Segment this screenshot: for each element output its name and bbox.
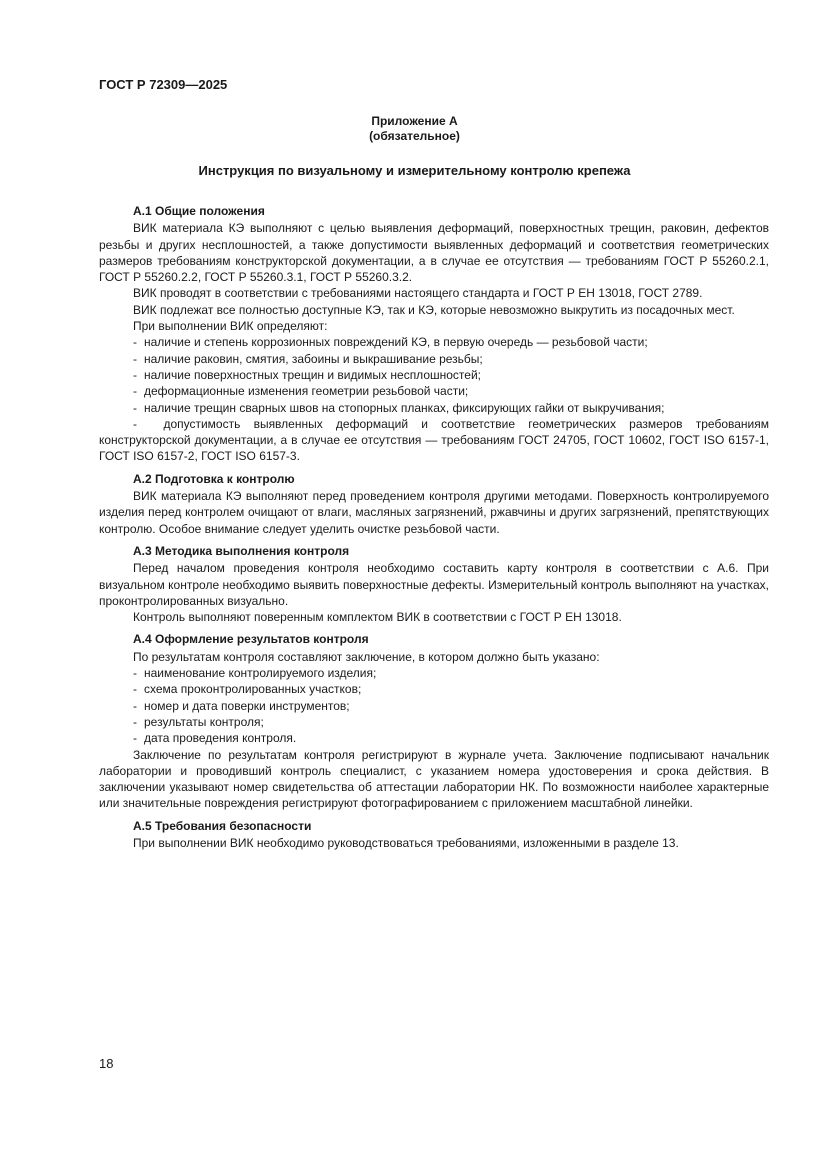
document-title: Инструкция по визуальному и измерительному контролю крепежа (198, 163, 631, 178)
document-body (99, 203, 769, 857)
list-item: - допустимость выявленных деформаций и соответствие геометрических размеров требованиям конструкторской документации, а в случае ее отсутствия — требованиям ГОСТ 24705, ГОСТ 10602, ГОСТ ISO 6157-1, ГОСТ ISO 6157-2, ГОСТ ISO 6157-3. (99, 416, 770, 464)
section-heading: А.1 Общие положения (133, 204, 265, 218)
list-item: - наличие раковин, смятия, забоины и выкрашивание резьбы; (99, 351, 769, 367)
section-preparation (99, 471, 769, 537)
section-methodology (99, 543, 769, 625)
paragraph: ВИК проводят в соответствии с требованиями настоящего стандарта и ГОСТ Р ЕН 13018, ГОСТ 2789. (133, 286, 703, 301)
list-item: - наименование контролируемого изделия; (99, 665, 769, 681)
list-item: - наличие трещин сварных швов на стопорных планках, фиксирующих гайки от выкручивания; (99, 400, 769, 416)
paragraph: По результатам контроля составляют заключение, в котором должно быть указано: (133, 649, 600, 664)
list-item: - результаты контроля; (99, 714, 769, 730)
paragraph: ВИК материала КЭ выполняют с целью выявления деформаций, поверхностных трещин, раковин, дефектов резьбы и других несплошностей, а также допустимости выявленных деформаций и соответствия геометрических размеров требованиям конструкторской документации, а в случае ее отсутствия — требованиям ГОСТ Р 55260.2.1, ГОСТ Р 55260.2.2, ГОСТ Р 55260.3.1, ГОСТ Р 55260.3.2. (99, 221, 769, 285)
section-heading: А.4 Оформление результатов контроля (133, 632, 369, 647)
paragraph: Заключение по результатам контроля регистрируют в журнале учета. Заключение подписывают начальник лаборатории и проводивший контроль специалист, с указанием номера удостоверения и срока действия. В заключении указывают номер свидетельства об аттестации лаборатории НК. По возможности наиболее характерные или значительные повреждения регистрируют фотографированием с приложением масштабной линейки. (99, 747, 769, 811)
section-results (99, 631, 769, 811)
list-item: - деформационные изменения геометрии резьбовой части; (99, 383, 769, 399)
page-number: 18 (99, 1056, 114, 1071)
list (99, 334, 769, 464)
section-safety (99, 818, 769, 852)
list-item: - наличие и степень коррозионных повреждений КЭ, в первую очередь — резьбовой части; (99, 334, 769, 350)
appendix-status: (обязательное) (369, 129, 460, 143)
paragraph: При выполнении ВИК необходимо руководствоваться требованиями, изложенными в разделе 13. (133, 835, 679, 850)
list-item: - номер и дата поверки инструментов; (99, 698, 769, 714)
section-heading: А.2 Подготовка к контролю (133, 471, 295, 486)
section-general (99, 203, 769, 465)
list-item: - наличие поверхностных трещин и видимых несплошностей; (99, 367, 769, 383)
paragraph: Перед началом проведения контроля необходимо составить карту контроля в соответствии с А.6. При визуальном контроле необходимо выявить поверхностные дефекты. Измерительный контроль выполняют на участках, проконтролированных визуально. (99, 561, 769, 608)
list-item: - схема проконтролированных участков; (99, 681, 769, 697)
paragraph: ВИК подлежат все полностью доступные КЭ, так и КЭ, которые невозможно выкрутить из посадочных мест. (133, 302, 735, 317)
paragraph: ВИК материала КЭ выполняют перед проведением контроля другими методами. Поверхность контролируемого изделия перед контролем очищают от влаги, масляных загрязнений, ржавчины и других загрязнений, препятствующих контролю. Особое внимание следует уделить очистке резьбовой части. (99, 489, 769, 536)
appendix-label: Приложение А (371, 114, 458, 128)
document-code: ГОСТ Р 72309—2025 (99, 77, 228, 92)
section-heading: А.3 Методика выполнения контроля (133, 543, 350, 558)
section-heading: А.5 Требования безопасности (133, 818, 312, 833)
paragraph: При выполнении ВИК определяют: (133, 319, 328, 334)
list (99, 665, 769, 746)
paragraph: Контроль выполняют поверенным комплектом ВИК в соответствии с ГОСТ Р ЕН 13018. (133, 610, 622, 625)
list-item: - дата проведения контроля. (99, 730, 769, 746)
appendix-heading (99, 114, 730, 144)
